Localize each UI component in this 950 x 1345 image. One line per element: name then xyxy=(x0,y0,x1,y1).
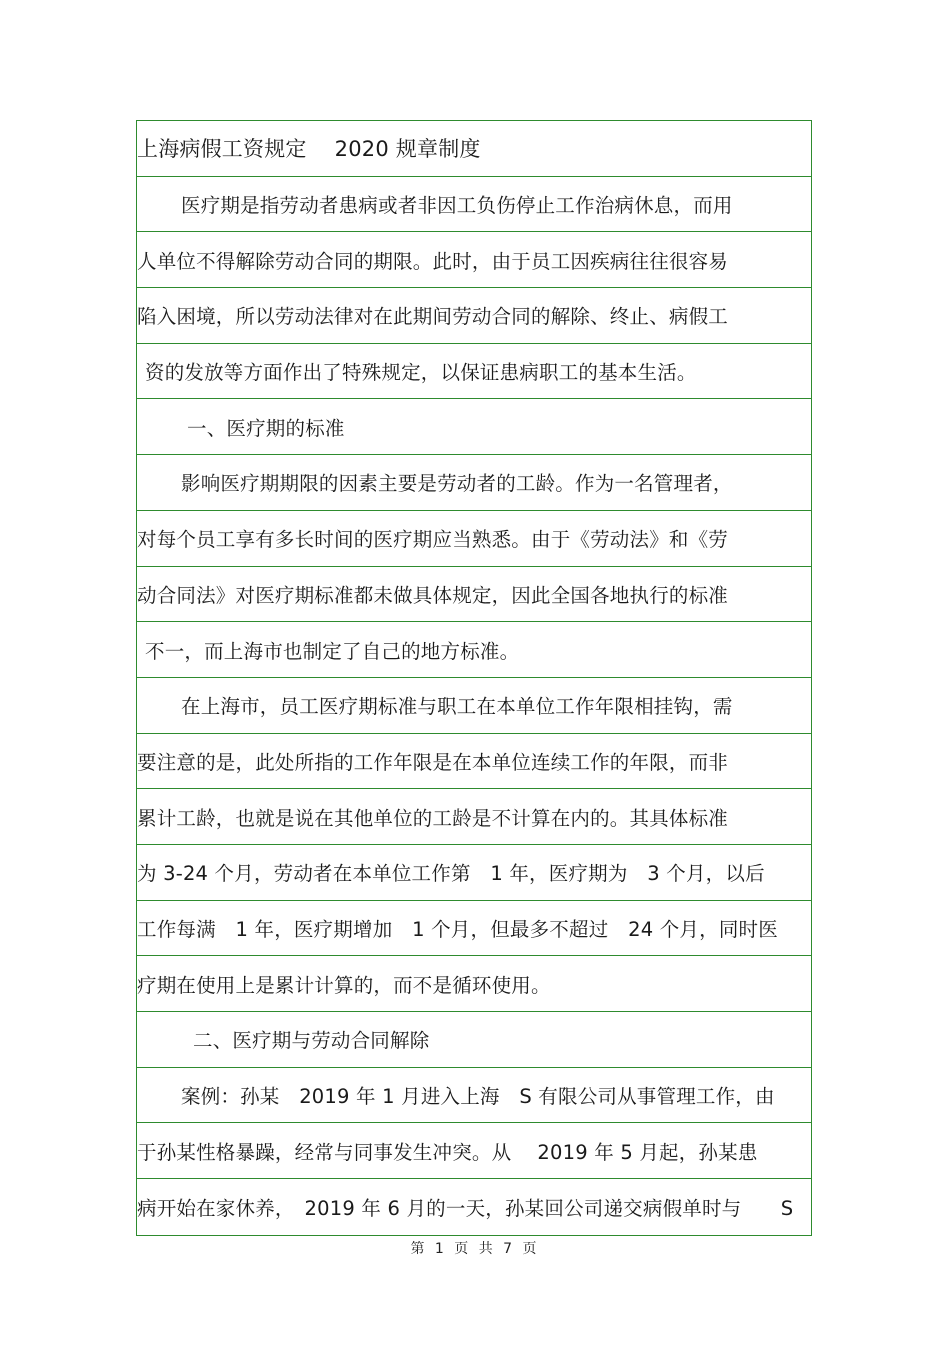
paragraph-line: 为 3-24 个月，劳动者在本单位工作第 1 年，医疗期为 3 个月，以后 xyxy=(137,845,811,901)
paragraph-line: 陷入困境，所以劳动法律对在此期间劳动合同的解除、终止、病假工 xyxy=(137,288,811,344)
paragraph-line: 要注意的是，此处所指的工作年限是在本单位连续工作的年限，而非 xyxy=(137,734,811,790)
paragraph-line: 不一，而上海市也制定了自己的地方标准。 xyxy=(137,622,811,678)
document-title: 上海病假工资规定 2020 规章制度 xyxy=(137,121,811,177)
paragraph-line: 病开始在家休养， 2019 年 6 月的一天，孙某回公司递交病假单时与 S xyxy=(137,1196,794,1220)
paragraph-line: 累计工龄，也就是说在其他单位的工龄是不计算在内的。其具体标准 xyxy=(137,789,811,845)
paragraph-line: 工作每满 1 年，医疗期增加 1 个月，但最多不超过 24 个月，同时医 xyxy=(137,901,811,957)
paragraph-line: 资的发放等方面作出了特殊规定，以保证患病职工的基本生活。 xyxy=(137,344,811,400)
document-sheet xyxy=(136,120,812,1236)
paragraph-line: 人单位不得解除劳动合同的期限。此时，由于员工因疾病往往很容易 xyxy=(137,232,811,288)
paragraph-line: 在上海市，员工医疗期标准与职工在本单位工作年限相挂钩，需 xyxy=(137,678,811,734)
paragraph-line: 案例：孙某 2019 年 1 月进入上海 S 有限公司从事管理工作，由 xyxy=(137,1068,811,1124)
section-heading: 二、医疗期与劳动合同解除 xyxy=(137,1012,811,1068)
paragraph-line: 于孙某性格暴躁，经常与同事发生冲突。从 2019 年 5 月起，孙某患 xyxy=(137,1123,811,1179)
paragraph-line: 动合同法》对医疗期标准都未做具体规定，因此全国各地执行的标准 xyxy=(137,567,811,623)
section-heading: 一、医疗期的标准 xyxy=(137,399,811,455)
paragraph-line: 疗期在使用上是累计计算的，而不是循环使用。 xyxy=(137,956,811,1012)
page-number-footer: 第 1 页 共 7 页 xyxy=(410,1241,540,1257)
paragraph-line: 医疗期是指劳动者患病或者非因工负伤停止工作治病休息，而用 xyxy=(137,177,811,233)
paragraph-line: 对每个员工享有多长时间的医疗期应当熟悉。由于《劳动法》和《劳 xyxy=(137,511,811,567)
paragraph-line: 影响医疗期期限的因素主要是劳动者的工龄。作为一名管理者， xyxy=(137,455,811,511)
